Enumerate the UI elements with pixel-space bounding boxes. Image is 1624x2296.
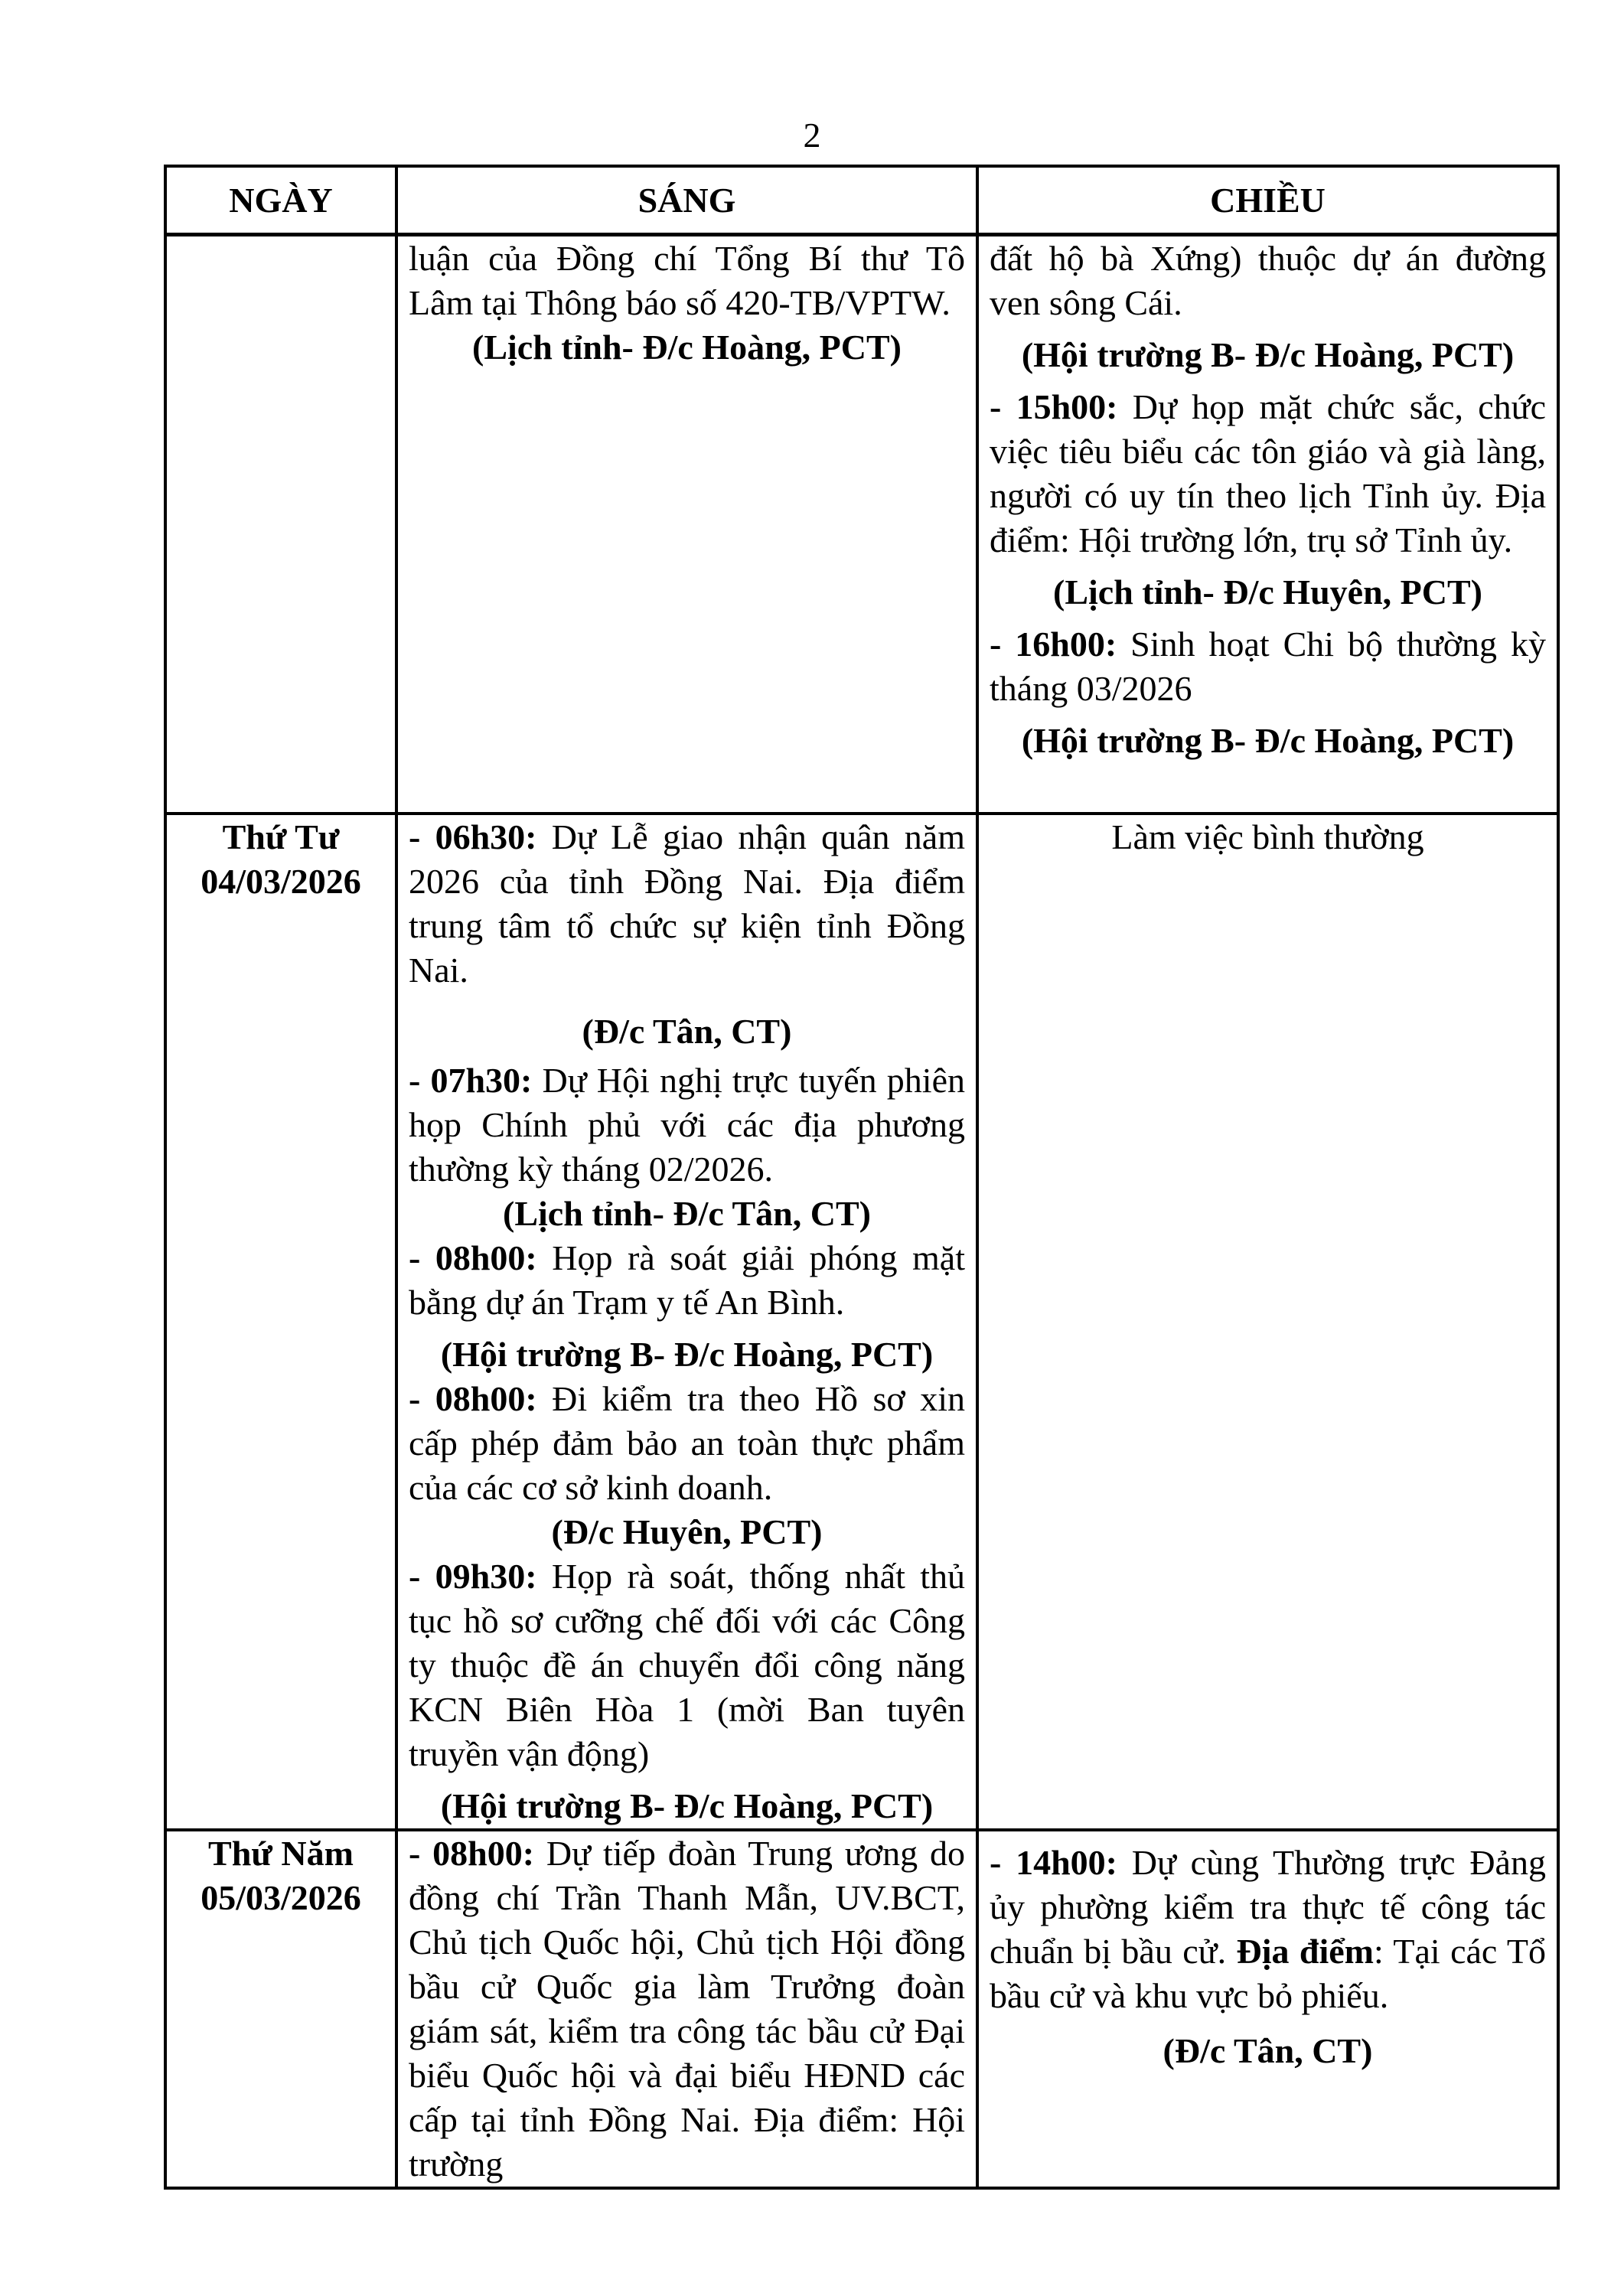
header-afternoon: CHIỀU — [977, 166, 1558, 235]
entry-time: - 06h30: — [409, 817, 537, 856]
day-cell — [165, 235, 396, 814]
morning-cell — [396, 235, 977, 814]
entry-text: Dự Hội nghị trực tuyến phiên họp Chính phủ với các địa phương thường kỳ tháng 02/2026. — [409, 1061, 965, 1189]
entry-text: Dự họp mặt chức sắc, chức việc tiêu biểu các tôn giáo và già làng, người có uy tín theo lịch Tỉnh ủy. Địa điểm: Hội trường lớn, trụ sở Tỉnh ủy. — [990, 387, 1546, 559]
morning-cell — [396, 814, 977, 1830]
entry-text: Họp rà soát giải phóng mặt bằng dự án Trạm y tế An Bình. — [409, 1238, 965, 1322]
page-number: 2 — [803, 116, 821, 155]
entry-assignee: (Hội trường B- Đ/c Hoàng, PCT) — [1021, 335, 1515, 374]
entry-assignee: (Lịch tỉnh- Đ/c Huyên, PCT) — [1053, 572, 1482, 612]
afternoon-cell — [977, 235, 1558, 814]
schedule-table — [164, 165, 1560, 2190]
entry-assignee: (Hội trường B- Đ/c Hoàng, PCT) — [440, 1786, 934, 1825]
entry — [409, 815, 965, 993]
entry-text: Dự Lễ giao nhận quân năm 2026 của tỉnh Đồng Nai. Địa điểm trung tâm tổ chức sự kiện tỉnh Đồng Nai. — [409, 817, 965, 990]
entry-time: - 15h00: — [990, 387, 1118, 426]
header-morning: SÁNG — [396, 166, 977, 235]
entry — [990, 622, 1546, 711]
entry-text: Họp rà soát, thống nhất thủ tục hồ sơ cưỡng chế đối với các Công ty thuộc đề án chuyển đổi công năng KCN Biên Hòa 1 (mời Ban tuyên truyền vận động) — [409, 1557, 965, 1773]
regular-work-text: Làm việc bình thường — [1111, 817, 1424, 856]
entry-assignee: (Đ/c Tân, CT) — [582, 1012, 792, 1051]
table-row — [165, 1830, 1558, 2188]
entry-time: - 08h00: — [409, 1834, 535, 1873]
entry-time: - 14h00: — [990, 1843, 1117, 1882]
entry-assignee: (Hội trường B- Đ/c Hoàng, PCT) — [440, 1335, 934, 1374]
entry-text: Sinh hoạt Chi bộ thường kỳ tháng 03/2026 — [990, 625, 1546, 708]
day-date: 04/03/2026 — [201, 862, 361, 901]
entry-assignee: (Lịch tỉnh- Đ/c Hoàng, PCT) — [472, 328, 902, 367]
entry-time: - 08h00: — [409, 1238, 537, 1277]
entry — [990, 1841, 1546, 2018]
entry — [409, 1554, 965, 1776]
entry-time: - 07h30: — [409, 1061, 533, 1100]
entry-text: đất hộ bà Xứng) thuộc dự án đường ven sông Cái. — [990, 239, 1546, 322]
entry-time: - 09h30: — [409, 1557, 537, 1596]
location-label: Địa điểm — [1236, 1932, 1375, 1971]
entry — [409, 1377, 965, 1510]
entry-text: Dự tiếp đoàn Trung ương do đồng chí Trần Thanh Mẫn, UV.BCT, Chủ tịch Quốc hội, Chủ tịch Hội đồng bầu cử Quốc gia làm Trưởng đoàn giám sát, kiểm tra công tác bầu cử Đại biểu Quốc hội và đại biểu HĐND các cấp tại tỉnh Đồng Nai. Địa điểm: Hội trường — [409, 1834, 965, 2183]
day-date: 05/03/2026 — [201, 1878, 361, 1917]
entry — [990, 385, 1546, 563]
day-weekday: Thứ Năm — [208, 1834, 354, 1873]
entry-assignee: (Hội trường B- Đ/c Hoàng, PCT) — [1021, 721, 1515, 760]
day-cell — [165, 814, 396, 1830]
day-weekday: Thứ Tư — [222, 817, 340, 856]
afternoon-cell — [977, 814, 1558, 1830]
entry — [409, 1236, 965, 1325]
entry-time: - 16h00: — [990, 625, 1117, 664]
entry-text: Dự cùng Thường trực Đảng ủy phường kiểm tra thực tế công tác chuẩn bị bầu cử. — [990, 1843, 1546, 1971]
entry — [409, 1831, 965, 2187]
entry-time: - 08h00: — [409, 1379, 537, 1418]
table-row — [165, 814, 1558, 1830]
header-day: NGÀY — [165, 166, 396, 235]
entry-text: luận của Đồng chí Tổng Bí thư Tô Lâm tại Thông báo số 420-TB/VPTW. — [409, 239, 965, 322]
entry — [409, 1058, 965, 1192]
table-header-row — [165, 166, 1558, 235]
afternoon-cell — [977, 1830, 1558, 2188]
entry-assignee: (Đ/c Tân, CT) — [1163, 2031, 1373, 2070]
location-text: : Tại các Tổ bầu cử và khu vực bỏ phiếu. — [990, 1932, 1546, 2015]
day-cell — [165, 1830, 396, 2188]
entry-assignee: (Lịch tỉnh- Đ/c Tân, CT) — [503, 1194, 871, 1233]
morning-cell — [396, 1830, 977, 2188]
entry-text: Đi kiểm tra theo Hồ sơ xin cấp phép đảm bảo an toàn thực phẩm của các cơ sở kinh doanh. — [409, 1379, 965, 1507]
entry-assignee: (Đ/c Huyên, PCT) — [551, 1512, 823, 1551]
table-row — [165, 235, 1558, 814]
